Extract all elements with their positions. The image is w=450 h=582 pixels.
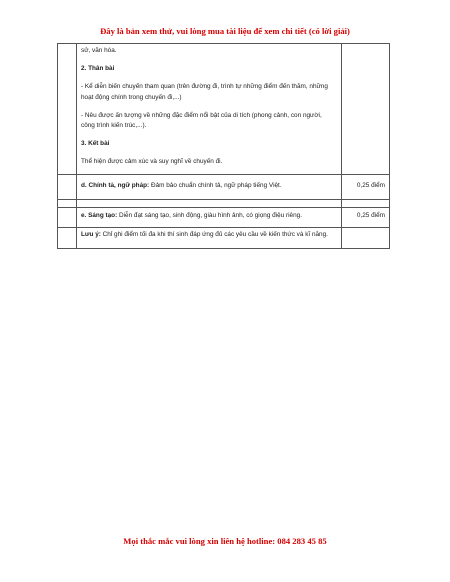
note-text: Chỉ ghi điểm tối đa khi thí sinh đáp ứng đủ các yêu cầu về kiến thức và kĩ năng. xyxy=(100,231,328,239)
table-row xyxy=(58,199,390,207)
spacer-cell xyxy=(77,199,342,207)
criteria-cell xyxy=(77,174,342,199)
score-value: 0,25 điểm xyxy=(356,211,385,219)
section-heading: 2. Thân bài xyxy=(81,65,115,73)
section-heading: 3. Kết bài xyxy=(81,140,110,148)
criteria-text: Đảm bảo chuẩn chính tả, ngữ pháp tiếng Việt. xyxy=(149,181,282,189)
criteria-text: Diễn đạt sáng tạo, sinh động, giàu hình ảnh, có giọng điệu riêng. xyxy=(117,211,302,219)
table-row xyxy=(58,228,390,249)
blank-cell xyxy=(58,207,77,227)
spacer-cell xyxy=(342,199,390,207)
preview-banner: Đây là bản xem thử, vui lòng mua tài liệu để xem chi tiết (có lời giải) xyxy=(100,26,350,36)
score-cell xyxy=(342,207,390,227)
table-row xyxy=(58,44,390,175)
blank-cell xyxy=(58,199,77,207)
table-row xyxy=(58,207,390,227)
blank-cell xyxy=(58,174,77,199)
score-cell xyxy=(342,44,390,175)
grading-table xyxy=(57,43,390,249)
criteria-label: d. Chính tả, ngữ pháp: xyxy=(81,181,150,189)
criteria-cell xyxy=(77,207,342,227)
note-label: Lưu ý: xyxy=(81,231,101,239)
hotline-banner: Mọi thắc mắc vui lòng xin liên hệ hotline: 084 283 45 85 xyxy=(123,536,327,546)
score-cell xyxy=(342,174,390,199)
blank-cell xyxy=(58,228,77,249)
content-cell xyxy=(77,44,342,175)
score-cell xyxy=(342,228,390,249)
note-cell xyxy=(77,228,342,249)
content-paragraph: Thể hiện được cảm xúc và suy nghĩ về chuyến đi. xyxy=(81,158,223,166)
content-paragraph: - Nêu được ấn tượng về những đặc điểm nổi bật của di tích (phong cảnh, con người, công trình kiến trúc,...). xyxy=(81,111,322,130)
blank-cell xyxy=(58,44,77,175)
content-paragraph: - Kể diễn biến chuyến tham quan (trên đường đi, trình tự những điểm đến thăm, những hoạt động chính trong chuyến đi,...) xyxy=(81,83,328,101)
score-value: 0,25 điểm xyxy=(356,181,385,189)
content-line: sử, văn hóa. xyxy=(81,47,117,54)
criteria-label: e. Sáng tạo: xyxy=(81,211,118,219)
table-row xyxy=(58,174,390,199)
